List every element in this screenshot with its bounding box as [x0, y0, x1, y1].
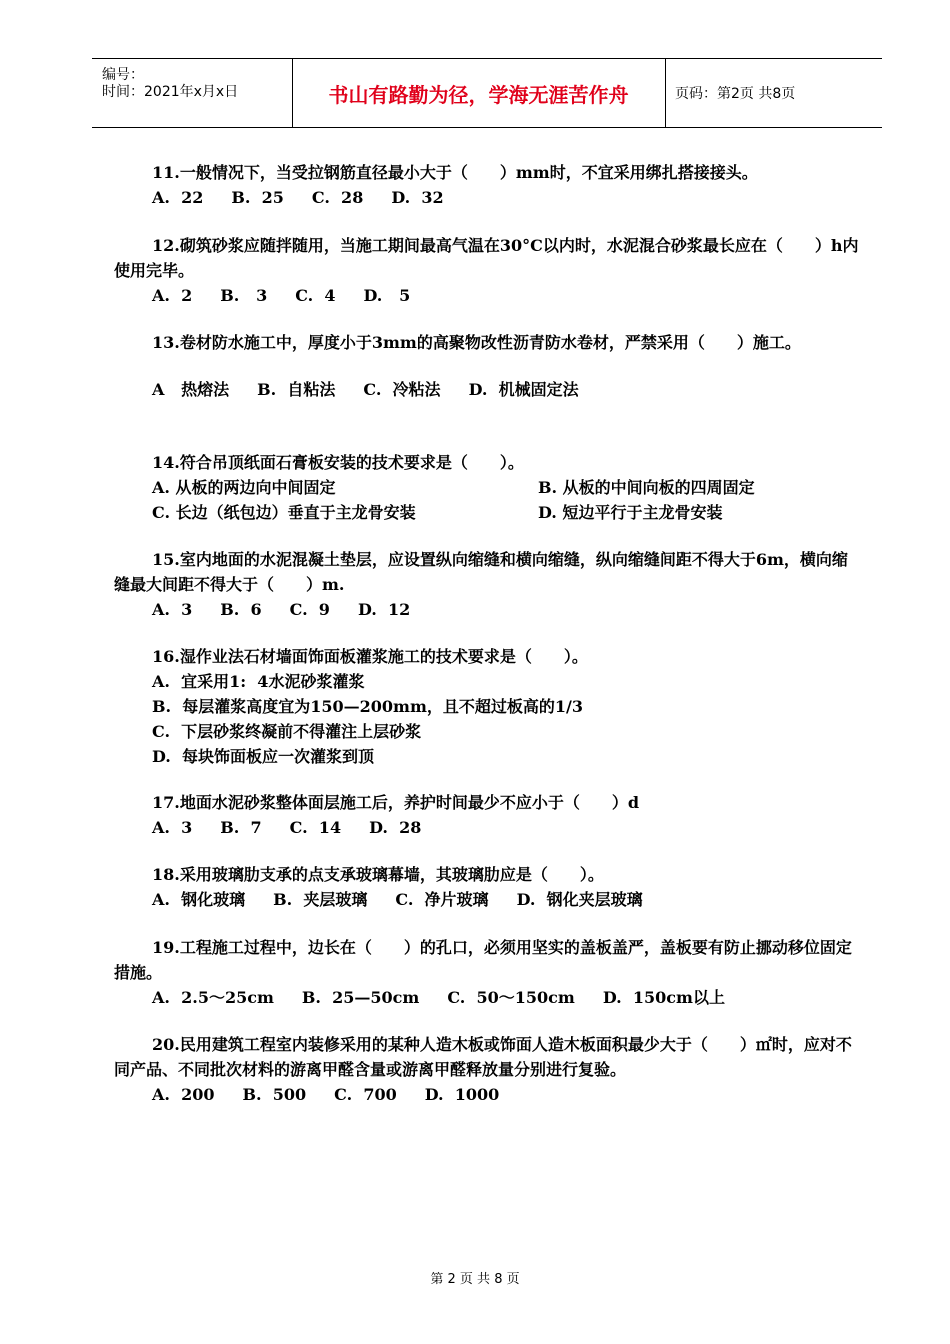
question-18 — [114, 862, 859, 912]
option-a: A. 3 — [152, 818, 193, 837]
option-d: D. 32 — [391, 188, 444, 207]
question-14 — [114, 450, 859, 525]
page-header — [92, 58, 882, 128]
date-label: 时间：2021年x月x日 — [102, 84, 239, 100]
options-row — [114, 887, 859, 912]
option-b: B. 6 — [220, 600, 262, 619]
options-row — [114, 597, 859, 622]
question-stem: 11.一般情况下，当受拉钢筋直径最小大于（ ）mm时，不宜采用绑扎搭接接头。 — [152, 163, 758, 182]
page-indicator: 页码：第2页 共8页 — [675, 86, 796, 102]
question-12 — [114, 233, 859, 308]
option-a: A. 钢化玻璃 — [152, 890, 246, 909]
option-a: A. 宜采用1: 4水泥砂浆灌浆 — [152, 672, 365, 691]
question-stem: 17.地面水泥砂浆整体面层施工后，养护时间最少不应小于（ ）d — [152, 793, 640, 812]
question-stem: 16.湿作业法石材墙面饰面板灌浆施工的技术要求是（ ）。 — [152, 647, 588, 666]
options-row — [114, 815, 859, 840]
option-b: B. 从板的中间向板的四周固定 — [538, 478, 755, 497]
option-c: C. 9 — [289, 600, 330, 619]
option-b: B. 25—50cm — [301, 988, 420, 1007]
option-d: D. 1000 — [424, 1085, 500, 1104]
option-c: C. 14 — [289, 818, 342, 837]
option-a: A. 从板的两边向中间固定 — [152, 478, 336, 497]
question-13 — [114, 330, 859, 402]
options-row — [114, 1082, 859, 1107]
option-d: D. 5 — [363, 286, 411, 305]
option-c: C. 冷粘法 — [363, 380, 441, 399]
header-motto-cell — [292, 59, 666, 127]
options-row — [114, 283, 859, 308]
option-c: C. 28 — [311, 188, 364, 207]
question-19 — [114, 935, 859, 1010]
option-b: B. 自粘法 — [257, 380, 336, 399]
question-20 — [114, 1032, 859, 1107]
option-d: D. 机械固定法 — [468, 380, 579, 399]
option-d: D. 150cm以上 — [602, 988, 725, 1007]
option-a: A. 22 — [152, 188, 204, 207]
option-d: D. 短边平行于主龙骨安装 — [538, 503, 723, 522]
option-a: A. 2.5～25cm — [152, 988, 274, 1007]
question-15 — [114, 547, 859, 622]
option-d: D. 钢化夹层玻璃 — [516, 890, 643, 909]
option-a: A. 200 — [152, 1085, 215, 1104]
option-a: A 热熔法 — [152, 380, 230, 399]
option-d: D. 每块饰面板应一次灌浆到顶 — [152, 747, 375, 766]
question-stem: 18.采用玻璃肋支承的点支承玻璃幕墙，其玻璃肋应是（ ）。 — [152, 865, 604, 884]
option-c: C. 长边（纸包边）垂直于主龙骨安装 — [152, 503, 416, 522]
options-row — [114, 377, 859, 402]
serial-number-label: 编号： — [102, 67, 144, 83]
question-stem: 19.工程施工过程中，边长在（ ）的孔口，必须用坚实的盖板盖严，盖板要有防止挪动移位固定措施。 — [114, 938, 852, 982]
option-a: A. 3 — [152, 600, 193, 619]
question-16 — [114, 644, 859, 769]
motto: 书山有路勤为径，学海无涯苦作舟 — [328, 82, 629, 107]
options-grid — [114, 475, 859, 525]
question-stem: 20.民用建筑工程室内装修采用的某种人造木板或饰面人造木板面积最少大于（ ）㎡时，应对不同产品、不同批次材料的游离甲醛含量或游离甲醛释放量分别进行复验。 — [114, 1035, 852, 1079]
options-row — [114, 185, 859, 210]
option-b: B. 500 — [242, 1085, 307, 1104]
question-stem: 12.砌筑砂浆应随拌随用，当施工期间最高气温在30°C以内时，水泥混合砂浆最长应在（ ）h内使用完毕。 — [114, 236, 859, 280]
question-11 — [114, 160, 859, 210]
option-b: B. 7 — [220, 818, 262, 837]
option-b: B. 3 — [220, 286, 268, 305]
question-stem: 13.卷材防水施工中，厚度小于3mm的高聚物改性沥青防水卷材，严禁采用（ ）施工。 — [152, 333, 801, 352]
option-b: B. 25 — [231, 188, 284, 207]
option-c: C. 4 — [295, 286, 336, 305]
options-row — [114, 985, 859, 1010]
option-c: C. 700 — [334, 1085, 397, 1104]
option-d: D. 28 — [369, 818, 422, 837]
page-footer: 第 2 页 共 8 页 — [430, 1272, 520, 1287]
option-a: A. 2 — [152, 286, 193, 305]
question-stem: 15.室内地面的水泥混凝土垫层，应设置纵向缩缝和横向缩缝，纵向缩缝间距不得大于6m，横向缩缝最大间距不得大于（ ）m. — [114, 550, 848, 594]
option-c: C. 50～150cm — [447, 988, 575, 1007]
option-c: C. 下层砂浆终凝前不得灌注上层砂浆 — [152, 722, 422, 741]
question-stem: 14.符合吊顶纸面石膏板安装的技术要求是（ ）。 — [152, 453, 524, 472]
question-17 — [114, 790, 859, 840]
option-b: B. 每层灌浆高度宜为150—200mm，且不超过板高的1/3 — [152, 697, 584, 716]
option-d: D. 12 — [357, 600, 411, 619]
option-b: B. 夹层玻璃 — [273, 890, 368, 909]
option-c: C. 净片玻璃 — [395, 890, 489, 909]
header-meta — [92, 59, 293, 127]
